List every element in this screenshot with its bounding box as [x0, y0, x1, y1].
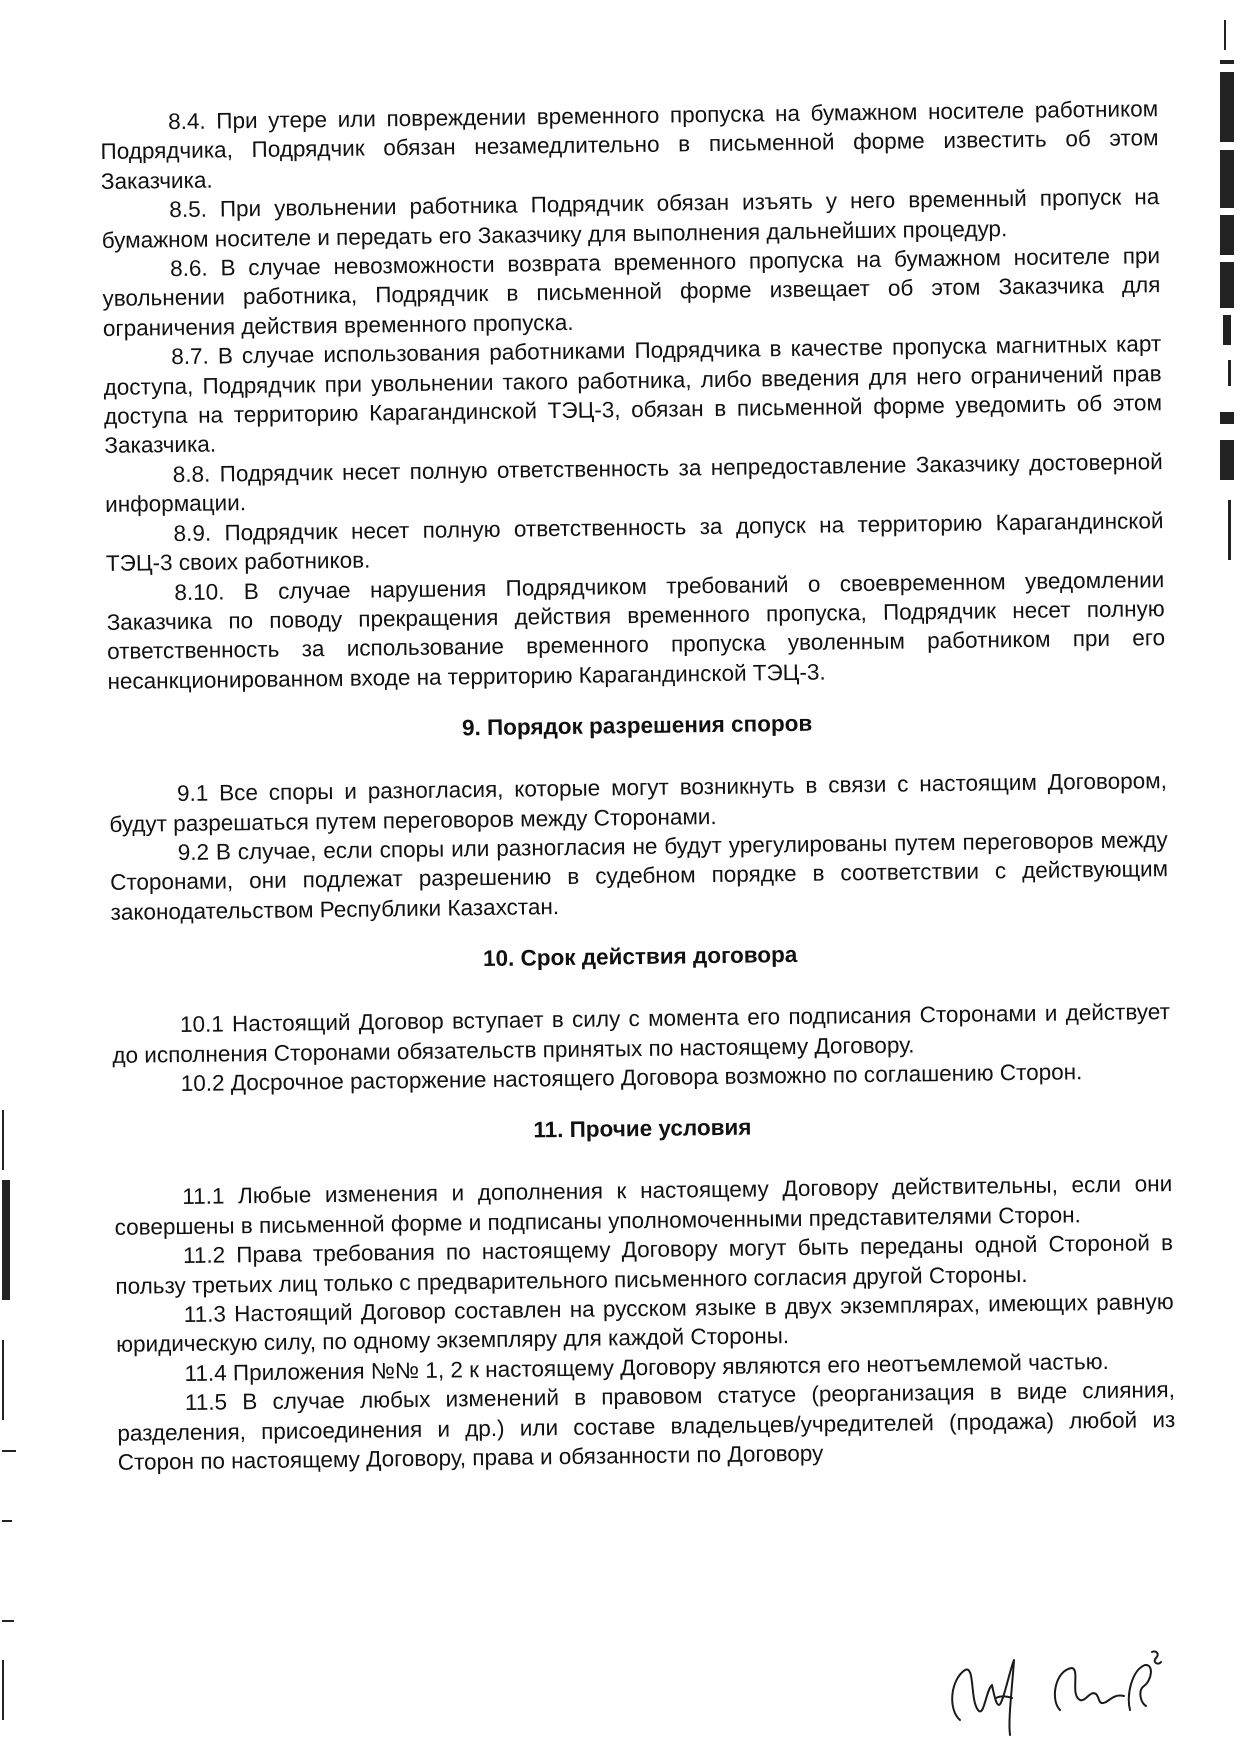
clause-8-6: 8.6. В случае невозможности возврата временного пропуска на бумажном носителе при увольнении работника, Подрядчик в письменной форме извещает об этом Заказчика для ограничения действия временного пропуска.: [102, 243, 1161, 341]
clause-9-2: 9.2 В случае, если споры или разногласия не будут урегулированы путем переговоров между Сторонами, они подлежат разрешению в судебном порядке в соответствии с действующим законодательством Республики Казахстан.: [109, 827, 1169, 925]
clause-11-4: 11.4 Приложения №№ 1, 2 к настоящему Договору являются его неотъемлемой частью.: [184, 1348, 1109, 1386]
scan-edge-marks-left: [0, 1100, 24, 1740]
clause-10-1: 10.1 Настоящий Договор вступает в силу с момента его подписания Сторонами и действует до исполнения Сторонами обязательств принятых по настоящему Договору.: [112, 999, 1171, 1068]
section-10-heading: 10. Срок действия договора: [482, 942, 798, 972]
clause-8-7: 8.7. В случае использования работниками Подрядчика в качестве пропуска магнитных карт доступа, Подрядчик при увольнении такого работника, либо введения для него ограничений прав доступа на территорию Карагандинской ТЭЦ-3, обязан в письменной форме уведомить об этом Заказчика.: [103, 331, 1163, 459]
clause-11-3: 11.3 Настоящий Договор составлен на русском языке в двух экземплярах, имеющих равную юридическую силу, по одному экземпляру для каждой Стороны.: [116, 1289, 1174, 1358]
scan-edge-marks-right: [1214, 0, 1240, 1754]
clause-8-8: 8.8. Подрядчик несет полную ответственность за непредоставление Заказчику достоверной информации.: [105, 448, 1163, 518]
document-page: [100, 94, 1176, 1477]
clause-11-5: 11.5 В случае любых изменений в правовом статусе (реорганизация в виде слияния, разделения, присоединения и др.) или составе владельцев/учредителей (продажа) любой из Сторон по настоящему Договору, права и обязанности по Договору: [117, 1377, 1176, 1475]
clause-8-4: 8.4. При утере или повреждении временного пропуска на бумажном носителе работником Подрядчика, Подрядчик обязан незамедлительно в письменной форме известить об этом Заказчика.: [100, 96, 1159, 194]
section-9-heading: 9. Порядок разрешения споров: [461, 710, 813, 741]
clause-8-9: 8.9. Подрядчик несет полную ответственность за допуск на территорию Карагандинской ТЭЦ-3 своих работников.: [105, 507, 1164, 577]
clause-10-2: 10.2 Досрочное расторжение настоящего Договора возможно по соглашению Сторон.: [180, 1059, 1083, 1096]
clause-8-5: 8.5. При увольнении работника Подрядчик обязан изъять у него временный пропуск на бумажном носителе и передать его Заказчику для выполнения дальнейших процедур.: [101, 184, 1160, 253]
clause-8-10: 8.10. В случае нарушения Подрядчиком требований о своевременном уведомлении Заказчика по поводу прекращения действия временного пропуска, Подрядчик несет полную ответственность за использование временного пропуска уволенным работником при его несанкционированном входе на территорию Карагандинской ТЭЦ-3.: [106, 566, 1166, 694]
clause-11-2: 11.2 Права требования по настоящему Договору могут быть переданы одной Стороной в пользу третьих лиц только с предварительного письменного согласия другой Стороны.: [115, 1230, 1174, 1299]
clause-11-1: 11.1 Любые изменения и дополнения к настоящему Договору действительны, если они совершены в письменной форме и подписаны уполномоченными представителями Сторон.: [114, 1171, 1173, 1240]
section-11-heading: 11. Прочие условия: [533, 1114, 752, 1143]
handwritten-signatures: [940, 1640, 1170, 1740]
clause-9-1: 9.1 Все споры и разногласия, которые могут возникнуть в связи с настоящим Договором, будут разрешаться путем переговоров между Сторонами.: [109, 768, 1168, 837]
